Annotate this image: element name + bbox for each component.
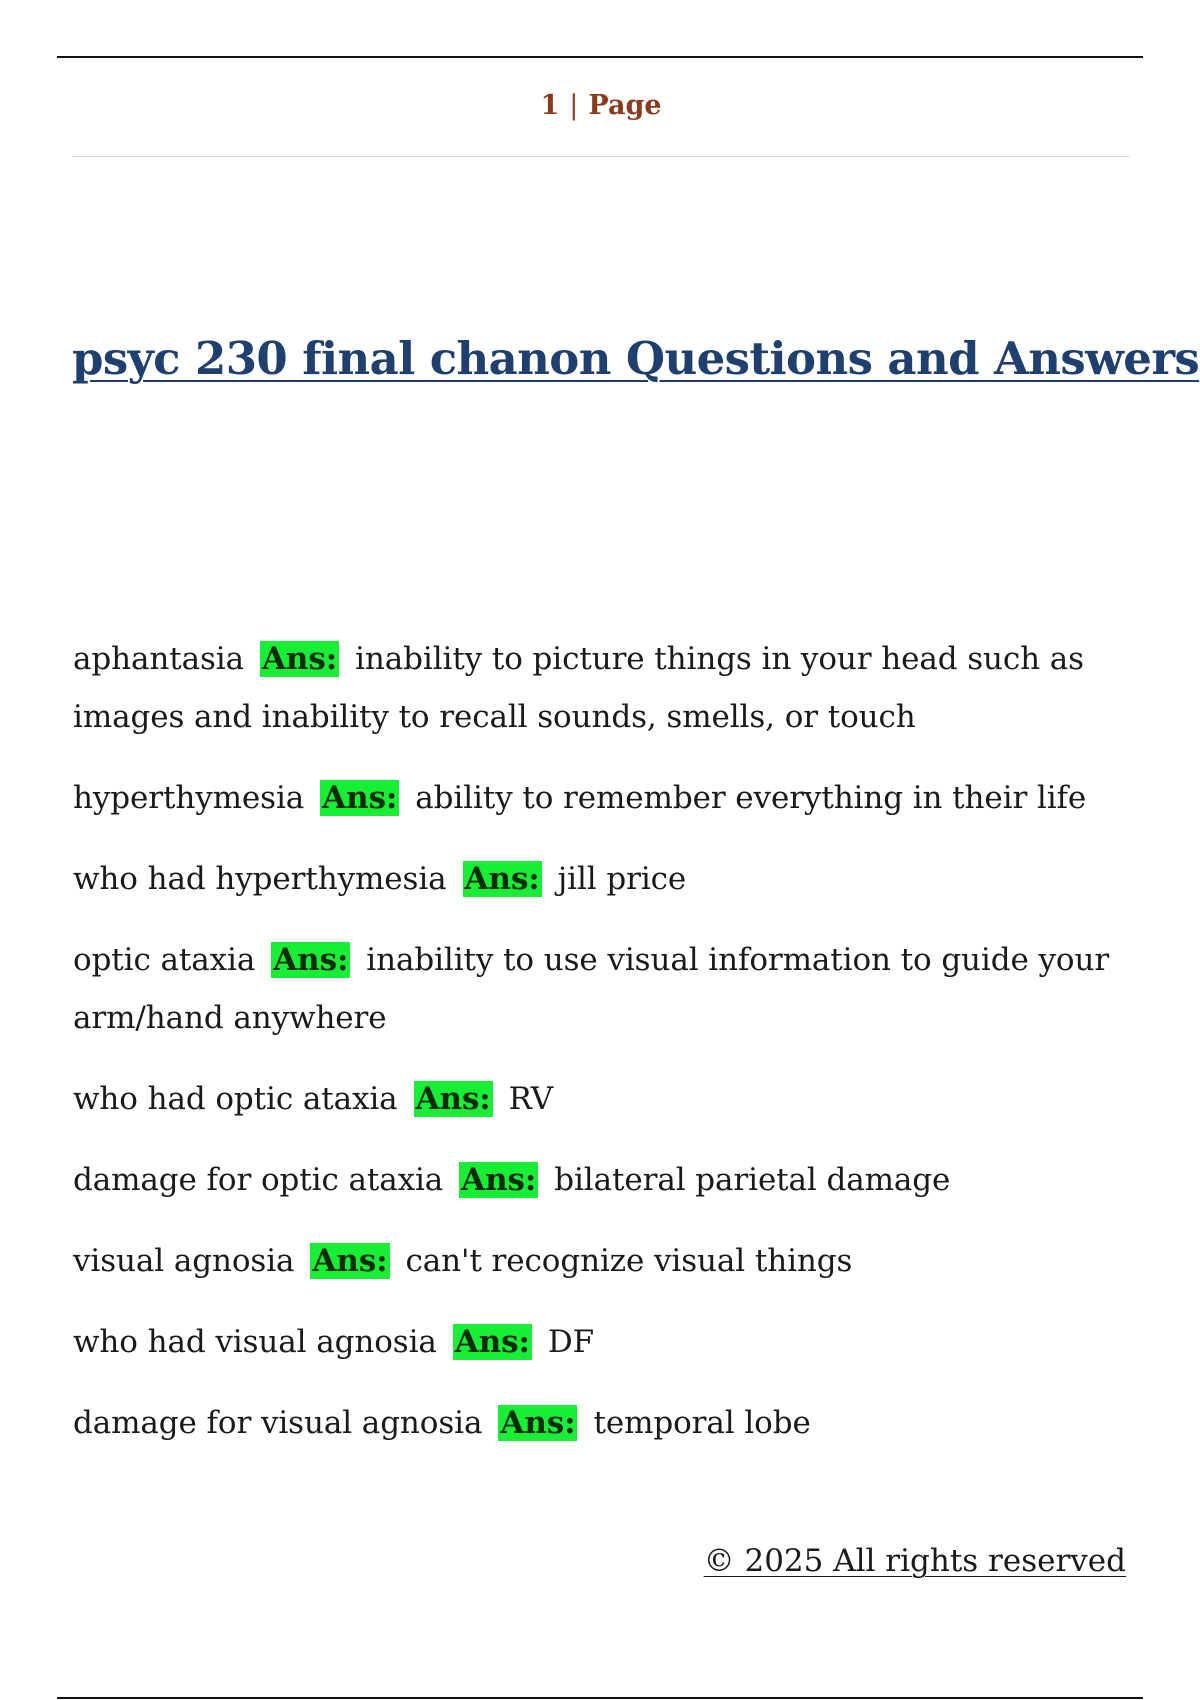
answer-text: RV (508, 1081, 554, 1117)
answer-text: temporal lobe (593, 1405, 811, 1441)
qa-item (73, 931, 1133, 1047)
bottom-rule (57, 1697, 1143, 1699)
qa-item (73, 1070, 1133, 1128)
answer-marker: Ans: (454, 1324, 530, 1360)
top-rule (57, 56, 1143, 58)
document-title[interactable]: psyc 230 final chanon Questions and Answers (72, 332, 1200, 385)
answer-text: jill price (557, 861, 687, 897)
question-text: hyperthymesia (73, 780, 305, 816)
answer-text: DF (547, 1324, 595, 1360)
answer-marker: Ans: (461, 1162, 537, 1198)
qa-list (73, 630, 1133, 1475)
answer-text: inability to picture things in your head such as images and inability to recall sounds, smells, or touch (73, 641, 1084, 735)
answer-marker: Ans: (273, 942, 349, 978)
header-divider (72, 156, 1130, 157)
page-separator: | (569, 90, 579, 121)
question-text: aphantasia (73, 641, 244, 677)
qa-item (73, 1313, 1133, 1371)
answer-marker: Ans: (415, 1081, 491, 1117)
qa-item (73, 1232, 1133, 1290)
answer-marker: Ans: (322, 780, 398, 816)
question-text: who had visual agnosia (73, 1324, 437, 1360)
question-text: who had optic ataxia (73, 1081, 398, 1117)
question-text: damage for optic ataxia (73, 1162, 444, 1198)
answer-marker: Ans: (312, 1243, 388, 1279)
answer-marker: Ans: (261, 641, 338, 677)
qa-item (73, 850, 1133, 908)
answer-marker: Ans: (500, 1405, 576, 1441)
question-text: optic ataxia (73, 942, 256, 978)
answer-text: can't recognize visual things (405, 1243, 853, 1279)
answer-text: inability to use visual information to guide your arm/hand anywhere (73, 942, 1110, 1036)
question-text: who had hyperthymesia (73, 861, 447, 897)
answer-marker: Ans: (464, 861, 540, 897)
question-text: visual agnosia (73, 1243, 295, 1279)
qa-item (73, 1394, 1133, 1452)
copyright-footer[interactable]: © 2025 All rights reserved (703, 1543, 1126, 1579)
answer-text: bilateral parietal damage (554, 1162, 951, 1198)
page-label: Page (588, 90, 662, 121)
question-text: damage for visual agnosia (73, 1405, 483, 1441)
answer-text: ability to remember everything in their life (415, 780, 1087, 816)
qa-item (73, 630, 1133, 746)
page-number: 1 (540, 90, 560, 121)
qa-item (73, 769, 1133, 827)
qa-item (73, 1151, 1133, 1209)
page-header (72, 90, 1130, 121)
